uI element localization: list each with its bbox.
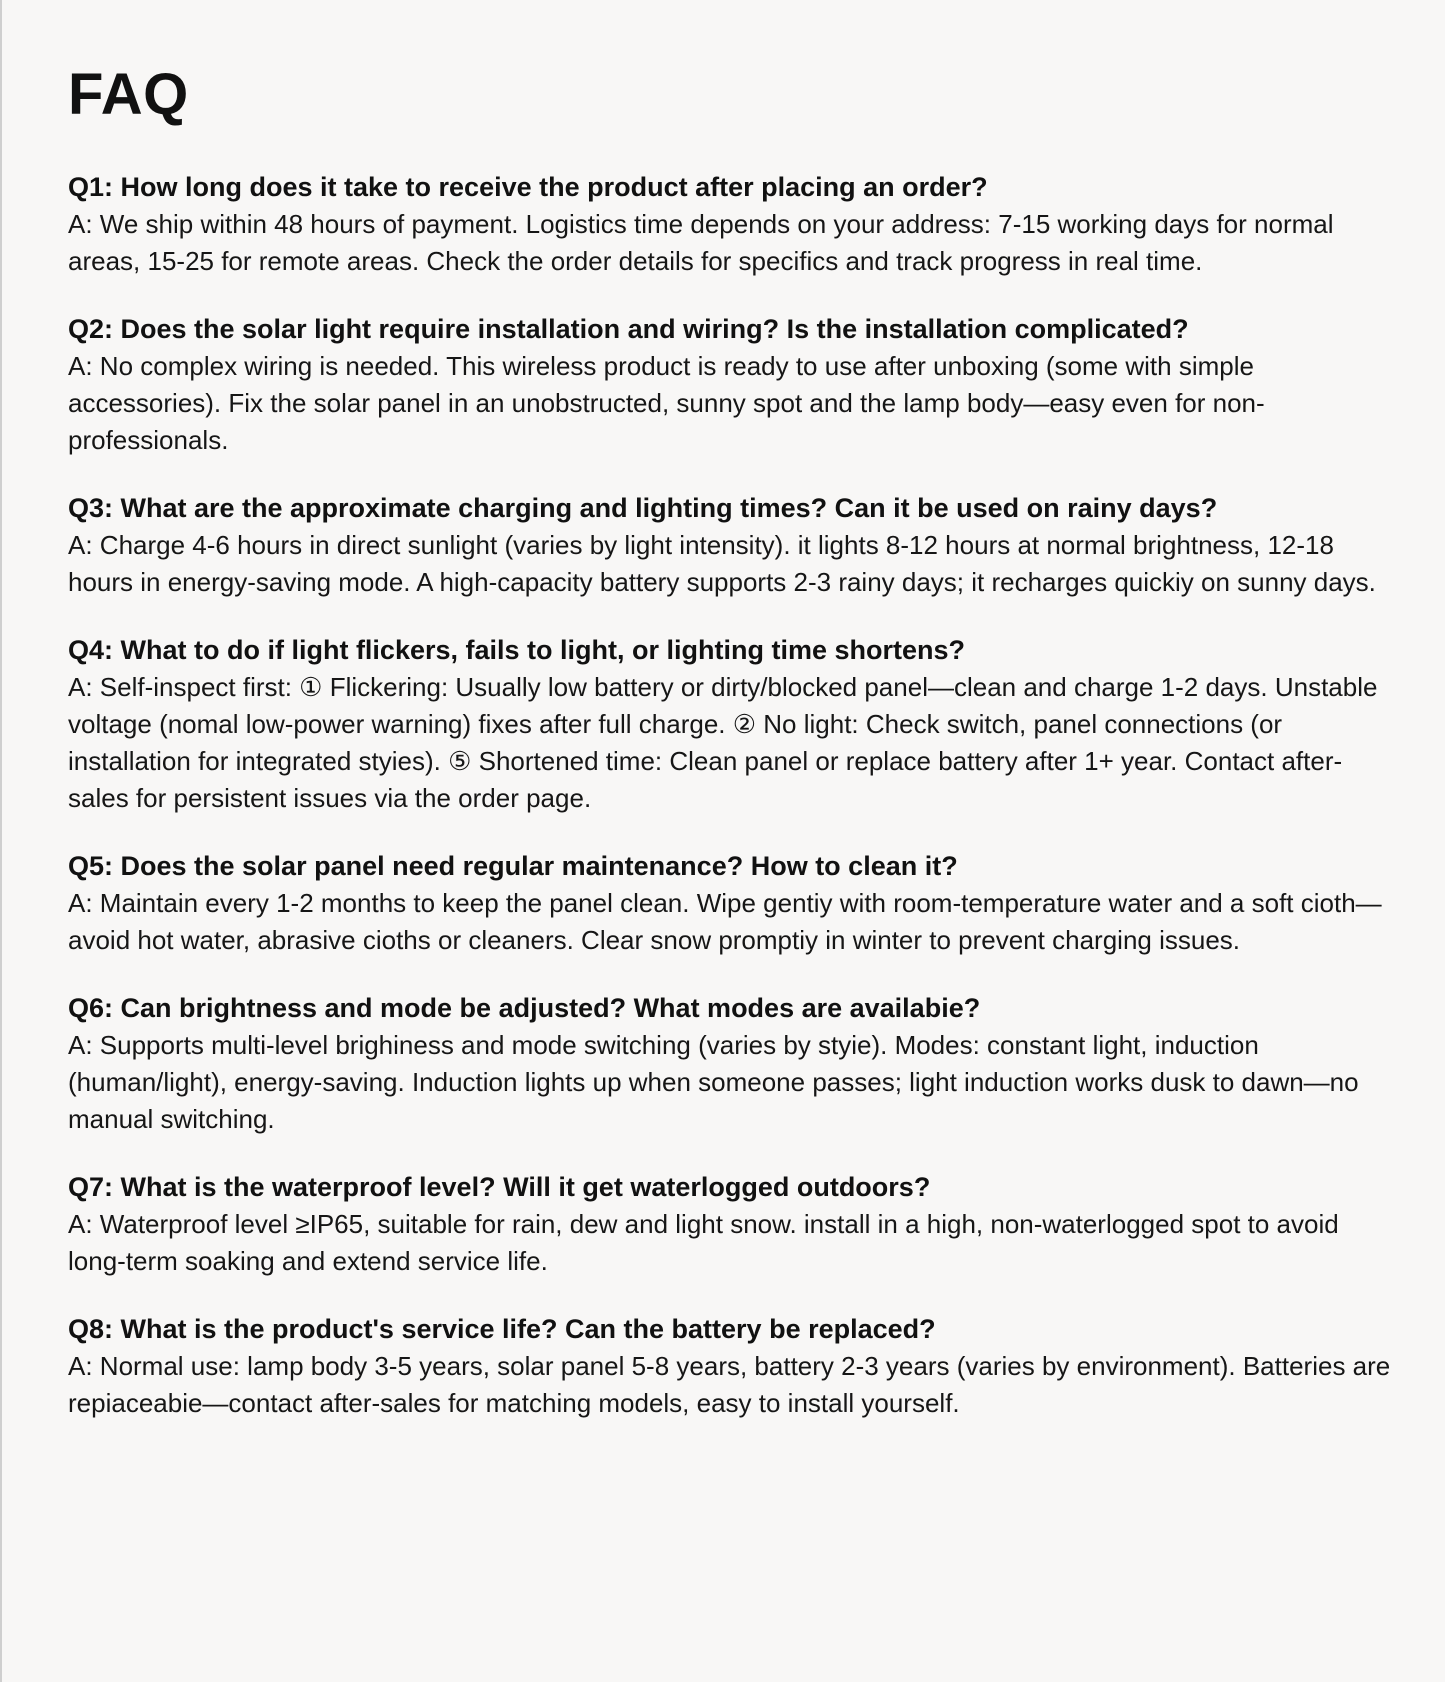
- faq-question: Q4: What to do if light flickers, fails to light, or lighting time shortens?: [68, 635, 966, 665]
- faq-answer: A: Waterproof level ≥IP65, suitable for rain, dew and light snow. install in a high, non-waterlogged spot to avoid long-term soaking and extend service life.: [68, 1209, 1339, 1276]
- faq-question: Q3: What are the approximate charging and lighting times? Can it be used on rainy days?: [68, 493, 1218, 523]
- faq-question: Q6: Can brightness and mode be adjusted? What modes are availabie?: [68, 993, 981, 1023]
- faq-answer: A: Normal use: lamp body 3-5 years, solar panel 5-8 years, battery 2-3 years (varies by environment). Batteries are repiaceabie—contact after-sales for matching models, easy to install yourself.: [68, 1351, 1391, 1418]
- faq-item-3: [68, 489, 1398, 601]
- faq-question: Q5: Does the solar panel need regular maintenance? How to clean it?: [68, 851, 958, 881]
- faq-answer: A: No complex wiring is needed. This wireless product is ready to use after unboxing (some with simple accessories). Fix the solar panel in an unobstructed, sunny spot and the lamp body—easy even for non-professionals.: [68, 351, 1265, 455]
- faq-item-6: [68, 989, 1398, 1138]
- faq-answer: A: Supports multi-level brighiness and mode switching (varies by styie). Modes: constant light, induction (human/light), energy-saving. Induction lights up when someone passes; light induction works dusk to dawn—no manual switching.: [68, 1030, 1359, 1134]
- faq-answer: A: Maintain every 1-2 months to keep the panel clean. Wipe gentiy with room-temperature water and a soft cioth—avoid hot water, abrasive cioths or cleaners. Clear snow promptiy in winter to prevent charging issues.: [68, 888, 1382, 955]
- faq-answer: A: Self-inspect first: ① Flickering: Usually low battery or dirty/blocked panel—clean and charge 1-2 days. Unstable voltage (nomal low-power warning) fixes after full charge. ② No light: Check switch, panel connections (or installation for integrated styies). ⑤ Shortened time: Clean panel or replace battery after 1+ year. Contact after-sales for persistent issues via the order page.: [68, 672, 1378, 813]
- faq-question: Q8: What is the product's service life? Can the battery be replaced?: [68, 1314, 936, 1344]
- faq-item-4: [68, 631, 1398, 817]
- faq-question: Q2: Does the solar light require installation and wiring? Is the installation complicated?: [68, 314, 1189, 344]
- faq-question: Q7: What is the waterproof level? Will it get waterlogged outdoors?: [68, 1172, 931, 1202]
- faq-item-2: [68, 310, 1398, 459]
- faq-item-1: [68, 168, 1398, 280]
- faq-list: [68, 168, 1398, 1452]
- faq-answer: A: Charge 4-6 hours in direct sunlight (varies by light intensity). it lights 8-12 hours at normal brightness, 12-18 hours in energy-saving mode. A high-capacity battery supports 2-3 rainy days; it recharges quickiy on sunny days.: [68, 530, 1376, 597]
- faq-answer: A: We ship within 48 hours of payment. Logistics time depends on your address: 7-15 working days for normal areas, 15-25 for remote areas. Check the order details for specifics and track progress in real time.: [68, 209, 1334, 276]
- faq-question: Q1: How long does it take to receive the product after placing an order?: [68, 172, 988, 202]
- faq-item-8: [68, 1310, 1398, 1422]
- faq-item-7: [68, 1168, 1398, 1280]
- faq-item-5: [68, 847, 1398, 959]
- page-title: FAQ: [68, 62, 189, 127]
